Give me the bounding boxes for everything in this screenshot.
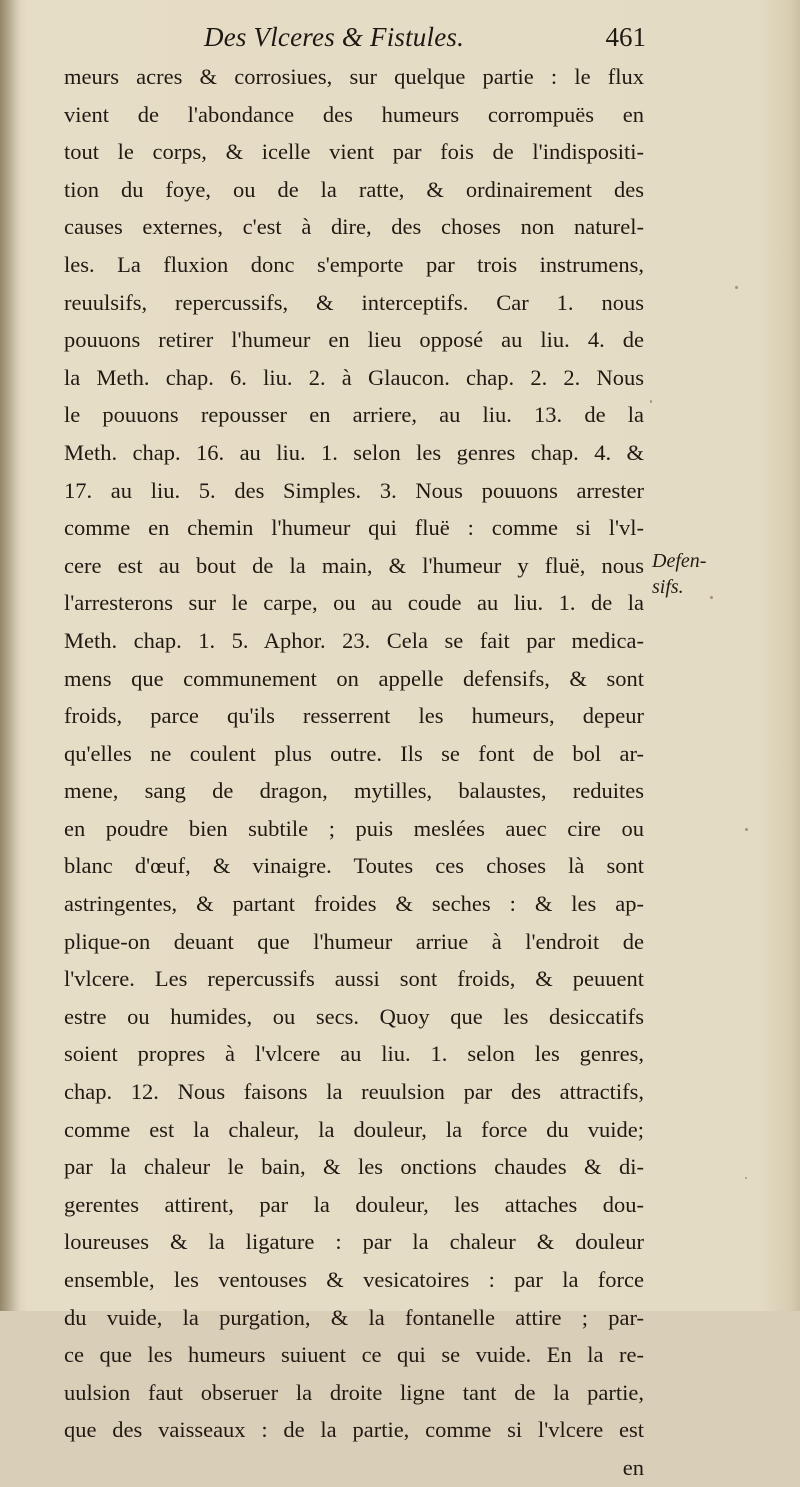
page-number: 461 [605,22,646,52]
text-line: vient de l'abondance des humeurs corrompuës en [64,101,644,127]
paper-speck [650,400,652,403]
text-line: froids, parce qu'ils resserrent les humeurs, depeur [64,703,644,729]
text-line: les. La fluxion donc s'emporte par trois instrumens, [64,251,644,277]
text-line: que des vaisseaux : de la partie, comme si l'vlcere est [64,1417,644,1443]
running-head-title: Des Vlceres & Fistules. [204,22,465,52]
paper-speck [735,286,738,289]
text-line: comme est la chaleur, la douleur, la force du vuide; [64,1116,644,1142]
text-line: qu'elles ne coulent plus outre. Ils se font de bol ar- [64,740,644,766]
spine-shadow [0,0,20,1311]
text-line: mens que communement on appelle defensifs, & sont [64,665,644,691]
text-line: mene, sang de dragon, mytilles, balaustes, reduites [64,778,644,804]
paper-speck [745,828,748,831]
text-line: le pouuons repousser en arriere, au liu. 13. de la [64,402,644,428]
text-line: par la chaleur le bain, & les onctions chaudes & di- [64,1154,644,1180]
catchword: en [622,1454,644,1480]
margin-note-line: Defen- [652,550,707,572]
text-line: soient propres à l'vlcere au liu. 1. selon les genres, [64,1041,644,1067]
text-line: plique-on deuant que l'humeur arriue à l'endroit de [64,928,644,954]
text-line: reuulsifs, repercussifs, & interceptifs. Car 1. nous [64,289,644,315]
paper-speck [710,596,713,599]
text-line: Meth. chap. 1. 5. Aphor. 23. Cela se fait par medica- [64,627,644,653]
text-line: tion du foye, ou de la ratte, & ordinairement des [64,176,644,202]
text-line: pouuons retirer l'humeur en lieu opposé au liu. 4. de [64,327,644,353]
margin-note-line: sifs. [652,576,684,598]
text-line: gerentes attirent, par la douleur, les attaches dou- [64,1191,644,1217]
running-head [64,20,644,60]
margin-note [652,548,706,600]
text-line: chap. 12. Nous faisons la reuulsion par des attractifs, [64,1079,644,1105]
text-line: ce que les humeurs suiuent ce qui se vuide. En la re- [64,1342,644,1368]
text-line: estre ou humides, ou secs. Quoy que les desiccatifs [64,1003,644,1029]
text-line: causes externes, c'est à dire, des choses non naturel- [64,214,644,240]
paper-speck [745,1177,747,1179]
text-line: cere est au bout de la main, & l'humeur y fluë, nous [64,552,644,578]
text-line: loureuses & la ligature : par la chaleur & douleur [64,1229,644,1255]
text-line: Meth. chap. 16. au liu. 1. selon les genres chap. 4. & [64,439,644,465]
text-line: tout le corps, & icelle vient par fois de l'indispositi- [64,139,644,165]
text-line: en poudre bien subtile ; puis meslées auec cire ou [64,815,644,841]
text-line: 17. au liu. 5. des Simples. 3. Nous pouuons arrester [64,477,644,503]
text-line: l'arresterons sur le carpe, ou au coude au liu. 1. de la [64,590,644,616]
text-line: comme en chemin l'humeur qui fluë : comme si l'vl- [64,515,644,541]
text-line: du vuide, la purgation, & la fontanelle attire ; par- [64,1304,644,1330]
text-line: meurs acres & corrosiues, sur quelque partie : le flux [64,64,644,89]
body-text [64,58,644,1487]
text-line: astringentes, & partant froides & seches : & les ap- [64,891,644,917]
text-line: blanc d'œuf, & vinaigre. Toutes ces choses là sont [64,853,644,879]
text-line: ensemble, les ventouses & vesicatoires : par la force [64,1267,644,1292]
text-line: la Meth. chap. 6. liu. 2. à Glaucon. chap. 2. 2. Nous [64,364,644,390]
text-line: l'vlcere. Les repercussifs aussi sont froids, & peuuent [64,966,644,992]
text-line: uulsion faut obseruer la droite ligne tant de la partie, [64,1379,644,1405]
